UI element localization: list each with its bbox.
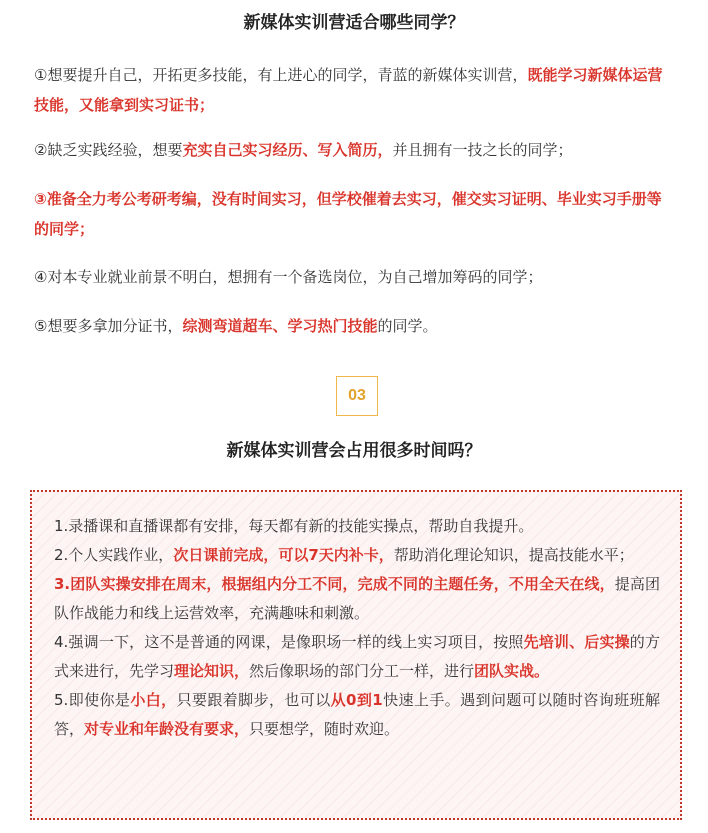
s1-item-5-text-a: ⑤想要多拿加分证书， (34, 317, 183, 335)
s2-item-5-text-b: 只要跟着脚步，也可以 (176, 691, 331, 709)
s1-item-2-highlight: 充实自己实习经历、写入简历， (182, 141, 393, 159)
info-box-content (54, 512, 660, 744)
s2-item-4-text-b: 的方式来进行，先学习 (54, 633, 660, 680)
s1-item-1 (34, 60, 674, 120)
s2-item-4-highlight-a: 先培训、后实操 (523, 633, 630, 651)
section1-title: 新媒体实训营适合哪些同学？ (243, 13, 465, 33)
s1-item-5-text-b: 的同学。 (377, 317, 438, 335)
section-number-badge (336, 376, 378, 416)
s2-item-1-text: 1.录播课和直播课都有安排，每天都有新的技能实操点，帮助自我提升。 (54, 517, 534, 535)
s1-item-5 (34, 311, 674, 341)
s2-item-4-highlight-b: 理论知识， (174, 662, 250, 680)
s2-item-4-text-a: 4.强调一下，这不是普通的网课，是像职场一样的线上实习项目，按照 (54, 633, 524, 651)
s2-item-5-text-d: 只要想学，随时欢迎。 (249, 720, 400, 738)
info-box (30, 490, 682, 820)
s2-item-2-text-a: 2.个人实践作业， (54, 546, 174, 564)
s1-item-3-highlight: ③准备全力考公考研考编，没有时间实习，但学校催着去实习，催交实习证明、毕业实习手册等的同学； (34, 190, 662, 238)
s2-item-5-text-a: 5.即使你是 (54, 691, 131, 709)
s2-item-4-text-c: 然后像职场的部门分工一样，进行 (249, 662, 475, 680)
s2-item-5-highlight-c: 对专业和年龄没有要求， (84, 720, 250, 738)
s1-item-1-highlight: 既能学习新媒体运营技能，又能拿到实习证书； (34, 66, 663, 114)
s2-item-5-highlight-b: 从0到1 (330, 691, 383, 709)
s2-item-5-text-c: 快速上手。遇到问题可以随时咨询班班解答， (54, 691, 660, 738)
s1-item-1-text-a: ①想要提升自己，开拓更多技能，有上进心的同学，青蓝的新媒体实训营， (34, 66, 528, 84)
s2-item-1 (54, 512, 660, 541)
s2-item-4-highlight-c: 团队实战。 (474, 662, 550, 680)
section2-title: 新媒体实训营会占用很多时间吗？ (226, 441, 482, 461)
s2-item-2-text-b: 帮助消化理论知识，提高技能水平； (393, 546, 634, 564)
s2-item-5 (54, 686, 660, 744)
s1-item-4-text: ④对本专业就业前景不明白，想拥有一个备选岗位，为自己增加筹码的同学； (34, 268, 543, 286)
s1-item-5-highlight: 综测弯道超车、学习热门技能 (182, 317, 378, 335)
s2-item-2 (54, 541, 660, 570)
s2-item-5-highlight-a: 小白， (130, 691, 177, 709)
s1-item-4 (34, 262, 674, 292)
s2-item-3-highlight: 3.团队实操安排在周末，根据组内分工不同，完成不同的主题任务，不用全天在线， (54, 575, 615, 593)
s2-item-4 (54, 628, 660, 686)
s2-item-3 (54, 570, 660, 628)
s1-item-2-text-b: 并且拥有一技之长的同学； (392, 141, 573, 159)
s2-item-2-highlight: 次日课前完成，可以7天内补卡， (173, 546, 394, 564)
s2-item-3-text: 提高团队作战能力和线上运营效率，充满趣味和刺激。 (54, 575, 660, 622)
s1-item-2-text-a: ②缺乏实践经验，想要 (34, 141, 183, 159)
s1-item-3 (34, 184, 674, 244)
s1-item-2 (34, 135, 674, 165)
section-number: 03 (348, 387, 366, 404)
